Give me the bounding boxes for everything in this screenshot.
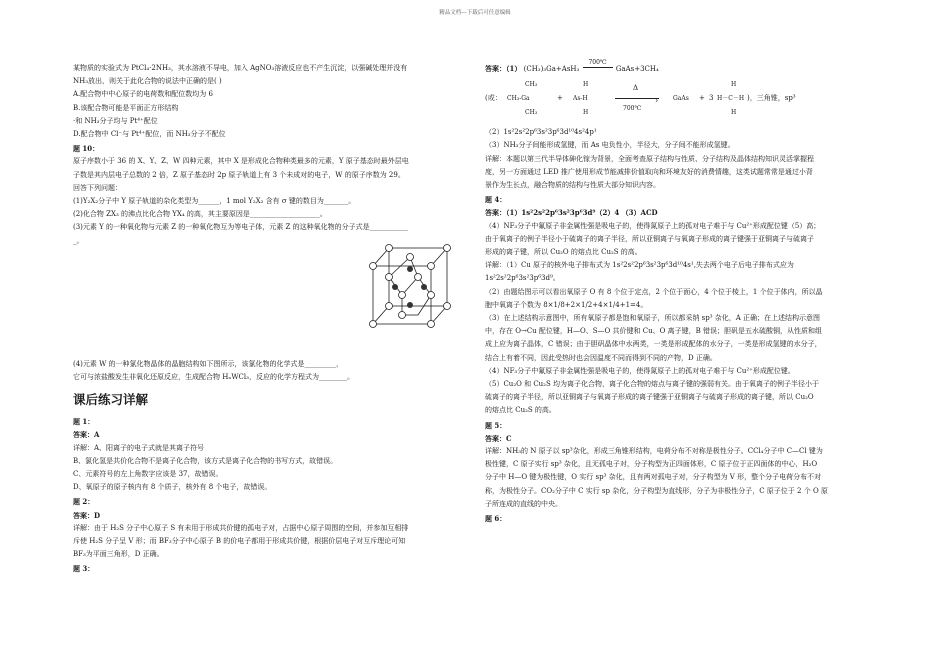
question-label: 题 5： [485, 420, 507, 430]
h-atom: H [583, 81, 589, 89]
ch3-group: CH₃ [525, 109, 538, 117]
answer-line: 由于氧离子的例子半径小于硫离子的离子半径，所以亚铜离子与氧离子形成的离子键强于亚铜离子与硫离子 [485, 234, 814, 243]
detail-line: 度，另一方面通过 LED 推广使用形成节能减排价值取向和环境友好的消费情趣，这类试题常常是通过小背 [485, 167, 813, 176]
detail-line: 详解：（1）Cu 原子的核外电子排布式为 1s²2s²2p⁶3s²3p⁶3d¹⁰4s¹,失去两个电子后电子排布式应为 [485, 261, 794, 270]
right-column [485, 59, 877, 525]
text-line: 子数是其内层电子总数的 2 倍，Z 原子基态时 2p 原子轨道上有 3 个未成对的电子，W 的原子序数为 29。 [73, 170, 405, 179]
text-line: 它可与浓盐酸发生非氧化还原反应，生成配合物 HₙWCl₃，反应的化学方程式为________。 [73, 373, 354, 382]
h-atom: H [583, 109, 589, 117]
detail-line: （3）在上述结构示意图中，所有氧原子都是饱和氧原子，所以都采纳 sp³ 杂化，A 正确；在上述结构示意图 [485, 314, 821, 323]
answer-line: 形成的离子键，所以 Cu₂O 的熔点比 Cu₂S 的高。 [485, 248, 642, 257]
answer-line: 答案：A [73, 430, 100, 440]
text-line: (3)元素 Y 的一种氧化物与元素 Z 的一种氧化物互为等电子体，元素 Z 的这种氧化物的分子式是___________ [73, 223, 409, 232]
detail-line: D、氧原子的原子核内有 8 个质子，核外有 8 个电子，故错误。 [73, 483, 272, 492]
detail-line: 成上应为离子晶体，C 错误；由于胆矾晶体中水两类，一类是形成配体的水分子，一类是形成氢键的水分子， [485, 340, 822, 349]
question-label: 题 10： [73, 144, 100, 154]
detail-line: 中，存在 O→Cu 配位键，H—O、S—O 共价键和 Cu、O 离子键，B 错误；胆矾是五水硫酸铜，从性质和组 [485, 327, 822, 336]
detail-line: BF₃为平面三角形，D 正确。 [73, 550, 164, 559]
reaction-reactants: (CH₃)₃Ga+AsH₃ [523, 65, 580, 73]
detail-line: 分子中 H—O 键为极性键，O 实行 sp³ 杂化，且有两对孤电子对，分子构型为 V 形，整个分子电荷分布不对 [485, 473, 822, 482]
text-line: (1)Y₂X₂分子中 Y 原子轨道的杂化类型为______，1 mol Y₂X₂ 含有 σ 键的数目为_______。 [73, 197, 356, 206]
detail-line: 斥使 H₂S 分子呈 V 形；而 BF₃分子中心原子 B 的价电子都用于形成共价键，根据价层电子对互斥理论可知 [73, 537, 406, 546]
question-label: 题 6： [485, 514, 507, 524]
answer-label: 答案：（1） [485, 64, 522, 73]
question-label: 题 2： [73, 497, 95, 507]
detail-line: 详解：本题以第三代半导体砷化镓为背景，全面考查原子结构与性质、分子结构及晶体结构知识灵活掌握程 [485, 154, 814, 163]
crystal-figure-area [73, 248, 465, 358]
text-line: 原子序数小于 36 的 X、Y、Z、W 四种元素，其中 X 是形成化合物种类最多的元素，Y 原子基态时最外层电 [73, 157, 409, 166]
text-line: 回答下列问题： [73, 183, 122, 192]
detail-line: C、元素符号的左上角数字应该是 37，故错误。 [73, 470, 223, 479]
detail-line: 极性键，C 原子实行 sp³ 杂化，且无孤电子对，分子构型为正四面体形，C 原子位于正四面体的中心，H₂O [485, 460, 818, 469]
option-c: ·和 NH₃分子均与 Pt⁴⁺配位 [73, 116, 158, 125]
answer-line: 答案：（1）1s²2s²2p⁶3s²3p⁶3d⁹（2）4 （3）ACD [485, 208, 658, 218]
left-column [73, 62, 465, 576]
arrow-head: › [655, 96, 659, 106]
detail-line: 胞中氧离子个数为 8×1/8+2×1/2+4×1/4+1=4。 [485, 300, 648, 309]
arrow-line [615, 98, 659, 99]
h-atom: H [731, 81, 737, 89]
or-label: (或： [485, 94, 502, 103]
detail-line: 详解：由于 H₂S 分子中心原子 S 有未用于形成共价键的孤电子对，占据中心原子周围的空间，并参加互相排 [73, 523, 409, 532]
h-atom: H [731, 109, 737, 117]
answer-line: 答案：C [485, 433, 512, 443]
detail-line: 结合上有着不同，因此受热时也会因温度不同而得到不同的产物，D 正确。 [485, 353, 717, 362]
detail-line: （5）Cu₂O 和 Cu₂S 均为离子化合物，离子化合物的熔点与离子键的强弱有关。由于氧离子的例子半径小于 [485, 380, 820, 389]
detail-line: （4）NF₃分子中氟原子非金属性强是吸电子的，使得氮原子上的孤对电子难于与 Cu²⁺形成配位键。 [485, 366, 795, 375]
detail-line: 硫离子的离子半径，所以亚铜离子与氧离子形成的离子键强于亚铜离子与硫离子形成的离子键，所以 Cu₂O [485, 393, 814, 402]
answer-line: 答案：D [73, 510, 101, 520]
text-line: (4)元素 W 的一种氯化物晶体的晶胞结构如下图所示，该氯化物的化学式是_________， [73, 359, 344, 368]
question-label: 题 3： [73, 564, 95, 574]
text-line: _。 [73, 236, 84, 245]
temperature-label: 700℃ [623, 105, 642, 113]
gaas-product: GaAs [673, 95, 689, 103]
text-line: NH₃放出，则关于此化合物的说法中正确的是( ) [73, 77, 222, 86]
detail-line: （2）由题给图示可以看出氧原子 O 有 8 个位于定点，2 个位于面心，4 个位于棱上，1 个位于体内，所以晶 [485, 287, 823, 296]
question-label: 题 4： [485, 195, 507, 205]
text-line: (2)化合物 ZX₃ 的沸点比化合物 YX₄ 的高，其主要原因是____________________。 [73, 210, 327, 219]
plus-sign: + [699, 94, 705, 103]
text-line: 某物质的实验式为 PtCl₄·2NH₃，其水溶液不导电，加入 AgNO₃溶液反应也不产生沉淀，以强碱处理并没有 [73, 64, 408, 72]
reaction-arrow [582, 59, 614, 76]
option-d: D.配合物中 Cl⁻与 Pt⁴⁺配位，而 NH₃分子不配位 [73, 130, 226, 139]
reaction-condition: 700℃ [588, 59, 607, 66]
ch3-ga-group: CH₃-Ga [507, 95, 530, 103]
detail-line: 详解：NH₃的 N 原子以 sp³杂化，形成三角锥形结构，电荷分布不对称是极性分子。CCl₄分子中 C—Cl 键为 [485, 447, 823, 456]
shape-hybridization: )，三角锥，sp³ [747, 94, 796, 103]
ch3-group: CH₃ [525, 81, 538, 89]
question-label: 题 1： [73, 417, 95, 427]
option-b: B.该配合物可能是平面正方形结构 [73, 103, 179, 112]
answer-line: （4）NF₃分子中氟原子非金属性强是吸电子的，使得氮原子上的孤对电子难于与 Cu²⁺形成配位键（5）高； [485, 221, 821, 230]
detail-line: 子所连成的直线的中央。 [485, 499, 562, 508]
section-title: 课后练习详解 [73, 392, 149, 408]
page-header: 精品文档---下载后可任意编辑 [439, 10, 511, 16]
answer-line [485, 59, 877, 76]
detail-line: 1s²2s²2p⁶3s²3p⁶3d⁹。 [485, 274, 560, 283]
detail-line: 称，为极性分子。CO₂分子中 C 实行 sp 杂化，分子构型为直线形，分子为非极性分子，C 原子位于 2 个 O 原 [485, 486, 828, 495]
delta-symbol: Δ [633, 84, 639, 93]
detail-line: 详解：A、阳离子的电子式就是其离子符号 [73, 443, 205, 452]
detail-line: 景作为生长点，融合物质的结构与性质大部分知识内容。 [485, 181, 660, 190]
plus-sign: + [557, 94, 563, 103]
structural-formula [485, 78, 877, 122]
coefficient: 3 [709, 94, 714, 103]
unit-cell-diagram [367, 242, 455, 338]
methane-formula: H－C－H [717, 95, 745, 103]
answer-line: （3）NH₃分子间能形成氢键，而 As 电负性小，半径大，分子间不能形成氢键。 [485, 141, 735, 150]
reaction-products: GaAs+3CH₄ [615, 65, 659, 73]
detail-line: 的熔点比 Cu₂S 的高。 [485, 406, 556, 415]
detail-line: B、氯化氢是共价化合物不是离子化合物，该方式是离子化合物的书写方式，故错误。 [73, 456, 338, 465]
as-h-group: As-H [573, 95, 588, 103]
answer-line: （2）1s²2s²2p⁶3s²3p⁶3d¹⁰4s²4p¹ [485, 128, 597, 137]
option-a: A.配合物中中心原子的电荷数和配位数均为 6 [73, 90, 213, 99]
